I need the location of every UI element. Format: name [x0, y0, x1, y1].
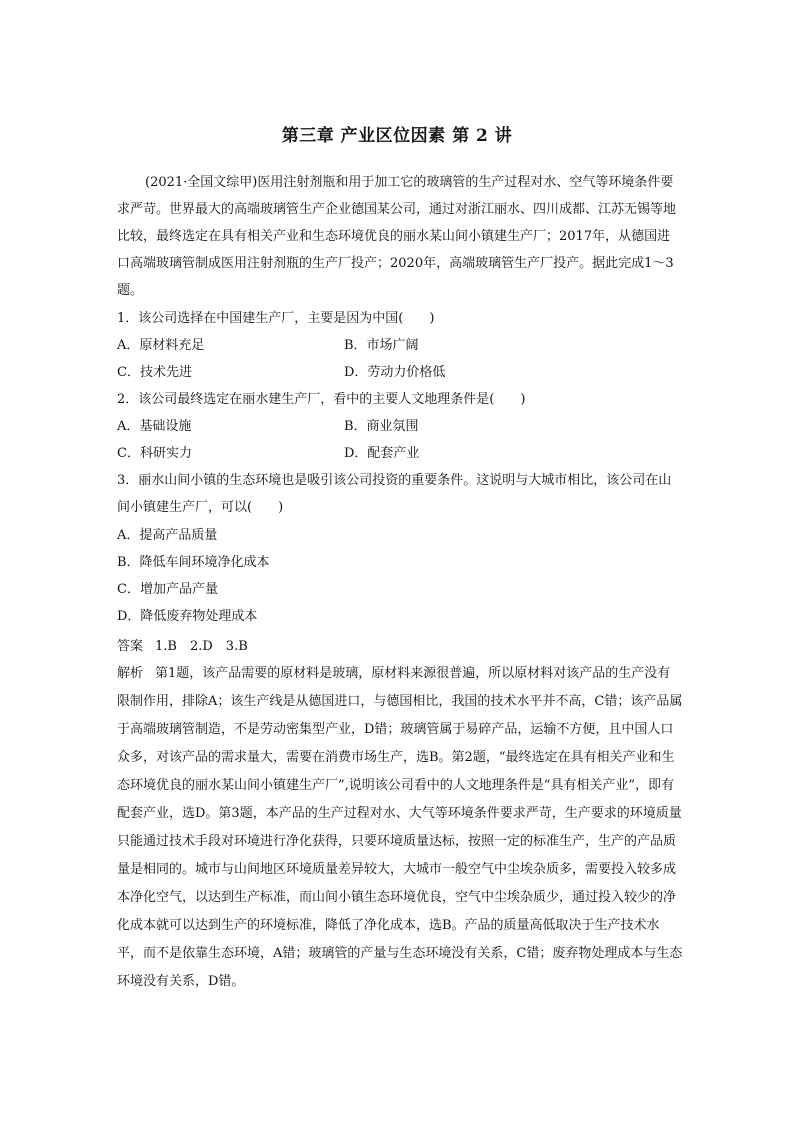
question-2-stem: 2．该公司最终选定在丽水建生产厂，看中的主要人文地理条件是( ): [117, 392, 526, 407]
answer-label: 答案: [117, 639, 144, 654]
question-1-stem: 1．该公司选择在中国建生产厂，主要是因为中国( ): [117, 311, 435, 326]
analysis-label: 解析: [117, 666, 144, 681]
question-3-option-c: C．增加产品产量: [117, 582, 218, 597]
answer-line: [117, 633, 248, 660]
question-2-options-row-1: [117, 413, 683, 440]
question-2-options-row-2: [117, 440, 683, 467]
question-1-option-a: A．原材料充足: [117, 338, 205, 353]
question-1-option-c: C．技术先进: [117, 365, 192, 380]
question-1-option-b: B．市场广阔: [344, 338, 419, 353]
analysis-paragraph: [117, 660, 683, 996]
question-3-option-b: B．降低车间环境净化成本: [117, 555, 270, 570]
question-2-option-b: B．商业氛围: [344, 419, 419, 434]
question-2-option-a: A．基础设施: [117, 419, 192, 434]
answer-value: 1.B 2.D 3.B: [155, 639, 248, 654]
question-2-option-c: C．科研实力: [117, 446, 192, 461]
question-1-options-row-2: [117, 359, 683, 386]
question-3-stem: 3．丽水山间小镇的生态环境也是吸引该公司投资的重要条件。这说明与大城市相比，该公司在山间小镇建生产厂，可以( ): [117, 473, 672, 515]
question-1-options-row-1: [117, 332, 683, 359]
question-1-option-d: D．劳动力价格低: [344, 365, 446, 380]
intro-paragraph: (2021·全国文综甲)医用注射剂瓶和用于加工它的玻璃管的生产过程对水、空气等环境条件要求严苛。世界最大的高端玻璃管生产企业德国某公司，通过对浙江丽水、四川成都、江苏无锡等地比较，最终选定在具有相关产业和生态环境优良的丽水某山间小镇建生产厂；2017年，从德国进口高端玻璃管制成医用注射剂瓶的生产厂投产；2020年，高端玻璃管生产厂投产。据此完成1～3题。: [117, 175, 677, 298]
analysis-text: 第1题，该产品需要的原材料是玻璃，原材料来源很普遍，所以原材料对该产品的生产没有限制作用，排除A；该生产线是从德国进口，与德国相比，我国的技术水平并不高，C错；该产品属于高端玻璃管制造，不是劳动密集型产业，D错；玻璃管属于易碎产品，运输不方便，且中国人口众多，对该产品的需求量大，需要在消费市场生产，选B。第2题，“最终选定在具有相关产业和生态环境优良的丽水某山间小镇建生产厂”,说明该公司看中的人文地理条件是“具有相关产业”，即有配套产业，选D。第3题，本产品的生产过程对水、大气等环境条件要求严苛，生产要求的环境质量只能通过技术手段对环境进行净化获得，只要环境质量达标，按照一定的标准生产，生产的产品质量是相同的。城市与山间地区环境质量差异较大，大城市一般空气中尘埃杂质多，需要投入较多成本净化空气，以达到生产标准，而山间小镇生态环境优良，空气中尘埃杂质少，通过投入较少的净化成本就可以达到生产的环境标准，降低了净化成本，选B。产品的质量高低取决于生产技术水平，而不是依靠生态环境，A错；玻璃管的产量与生态环境没有关系，C错；废弃物处理成本与生态环境没有关系，D错。: [117, 666, 683, 989]
question-3-option-a: A．提高产品质量: [117, 528, 218, 543]
question-2-option-d: D．配套产业: [344, 446, 420, 461]
question-3-option-d: D．降低废弃物处理成本: [117, 609, 258, 624]
page-title: 第三章 产业区位因素 第 2 讲: [281, 126, 513, 146]
